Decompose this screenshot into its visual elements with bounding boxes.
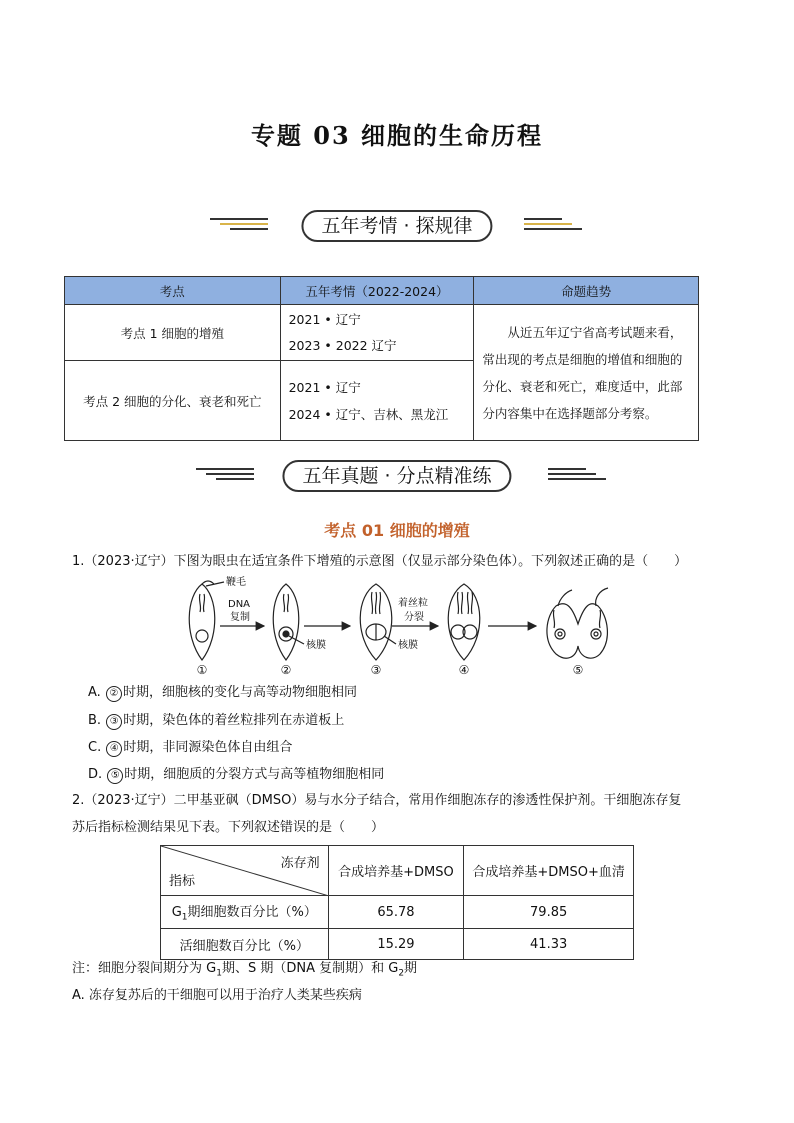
stage-label-3: ③ xyxy=(370,663,382,676)
row-2-value-1: 15.29 xyxy=(328,929,464,960)
row-2-value-2: 41.33 xyxy=(464,929,634,960)
q2-note: 注：细胞分裂间期分为 $G_1$期、S 期（DNA 复制期）和 $G_2$期 xyxy=(72,961,418,979)
euglena-division-figure xyxy=(180,576,620,676)
banner-1-label: 五年考情 · 探规律 xyxy=(301,210,492,242)
topic-2-years: 2021 • 辽宁 2024 • 辽宁、吉林、黑龙江 xyxy=(280,361,474,441)
q1-option-d[interactable]: D. ⑤ 时期，细胞质的分裂方式与高等植物细胞相同 xyxy=(88,767,385,782)
label-replicate: 复制 xyxy=(230,612,250,623)
q1-stem: 1.（2023·辽宁）下图为眼虫在适宜条件下增殖的示意图（仅显示部分染色体）。下列叙述正确的是（ ） xyxy=(72,554,688,569)
label-membrane-3: 核膜 xyxy=(398,640,418,651)
corner-bottom-label: 指标 xyxy=(169,874,196,889)
row-1-value-1: 65.78 xyxy=(328,896,464,929)
stage-label-5: ⑤ xyxy=(572,663,584,676)
topic-2: 考点 2 细胞的分化、衰老和死亡 xyxy=(65,361,281,441)
q2-stem-line-2: 苏后指标检测结果见下表。下列叙述错误的是（ ） xyxy=(72,820,385,835)
page-title: 专题 03 细胞的生命历程 xyxy=(250,121,544,150)
q1-option-a[interactable]: A. ② 时期，细胞核的变化与高等动物细胞相同 xyxy=(88,685,357,700)
stage-label-2: ② xyxy=(280,663,292,676)
header-topic: 考点 xyxy=(65,277,281,305)
corner-top-label: 冻存剂 xyxy=(280,856,320,871)
header-trend: 命题趋势 xyxy=(474,277,699,305)
banner-2-label: 五年真题 · 分点精准练 xyxy=(282,460,511,492)
cell-stage-3 xyxy=(360,584,392,660)
section-heading: 考点 01 细胞的增殖 xyxy=(324,521,470,540)
stage-label-1: ① xyxy=(196,663,208,676)
q1-option-b[interactable]: B. ③ 时期，染色体的着丝粒排列在赤道板上 xyxy=(88,713,345,728)
row-1-value-2: 79.85 xyxy=(464,896,634,929)
section-banner-2 xyxy=(0,460,794,490)
table-corner-cell xyxy=(161,846,329,896)
banner-left-ornament xyxy=(210,215,270,235)
row-1-label: $G_1$期细胞数百分比（%） xyxy=(161,896,329,929)
label-split: 分裂 xyxy=(404,612,424,623)
topic-overview-table xyxy=(64,276,699,441)
stage-label-4: ④ xyxy=(458,663,470,676)
q1-option-c[interactable]: C. ④ 时期，非同源染色体自由组合 xyxy=(88,740,293,755)
row-2-label: 活细胞数百分比（%） xyxy=(161,929,329,960)
cell-stage-4 xyxy=(448,584,480,660)
q2-data-table xyxy=(160,845,634,960)
col-header-1: 合成培养基+DMSO xyxy=(328,846,464,896)
trend-text: 从近五年辽宁省高考试题来看，常出现的考点是细胞的增值和细胞的分化、衰老和死亡，难度适中，此部分内容集中在选择题部分考察。 xyxy=(474,305,699,441)
label-flagellum: 鞭毛 xyxy=(226,577,246,588)
banner-right-ornament xyxy=(524,215,584,235)
banner-left-ornament xyxy=(196,465,256,485)
label-centromere: 着丝粒 xyxy=(398,598,428,609)
col-header-2: 合成培养基+DMSO+血清 xyxy=(464,846,634,896)
label-dna: DNA xyxy=(228,599,251,610)
section-banner-1 xyxy=(0,210,794,240)
banner-right-ornament xyxy=(548,465,608,485)
cell-stage-5 xyxy=(547,588,608,658)
topic-1-years: 2021 • 辽宁 2023 • 2022 辽宁 xyxy=(280,305,474,361)
q2-stem-line-1: 2.（2023·辽宁）二甲基亚砜（DMSO）易与水分子结合，常用作细胞冻存的渗透性保护剂。干细胞冻存复 xyxy=(72,793,682,808)
cell-stage-2 xyxy=(273,584,299,660)
header-years: 五年考情（2022-2024） xyxy=(280,277,474,305)
cell-stage-1 xyxy=(189,581,215,660)
label-membrane-2: 核膜 xyxy=(306,640,326,651)
topic-1: 考点 1 细胞的增殖 xyxy=(65,305,281,361)
q2-option-a[interactable]: A. 冻存复苏后的干细胞可以用于治疗人类某些疾病 xyxy=(72,988,362,1003)
